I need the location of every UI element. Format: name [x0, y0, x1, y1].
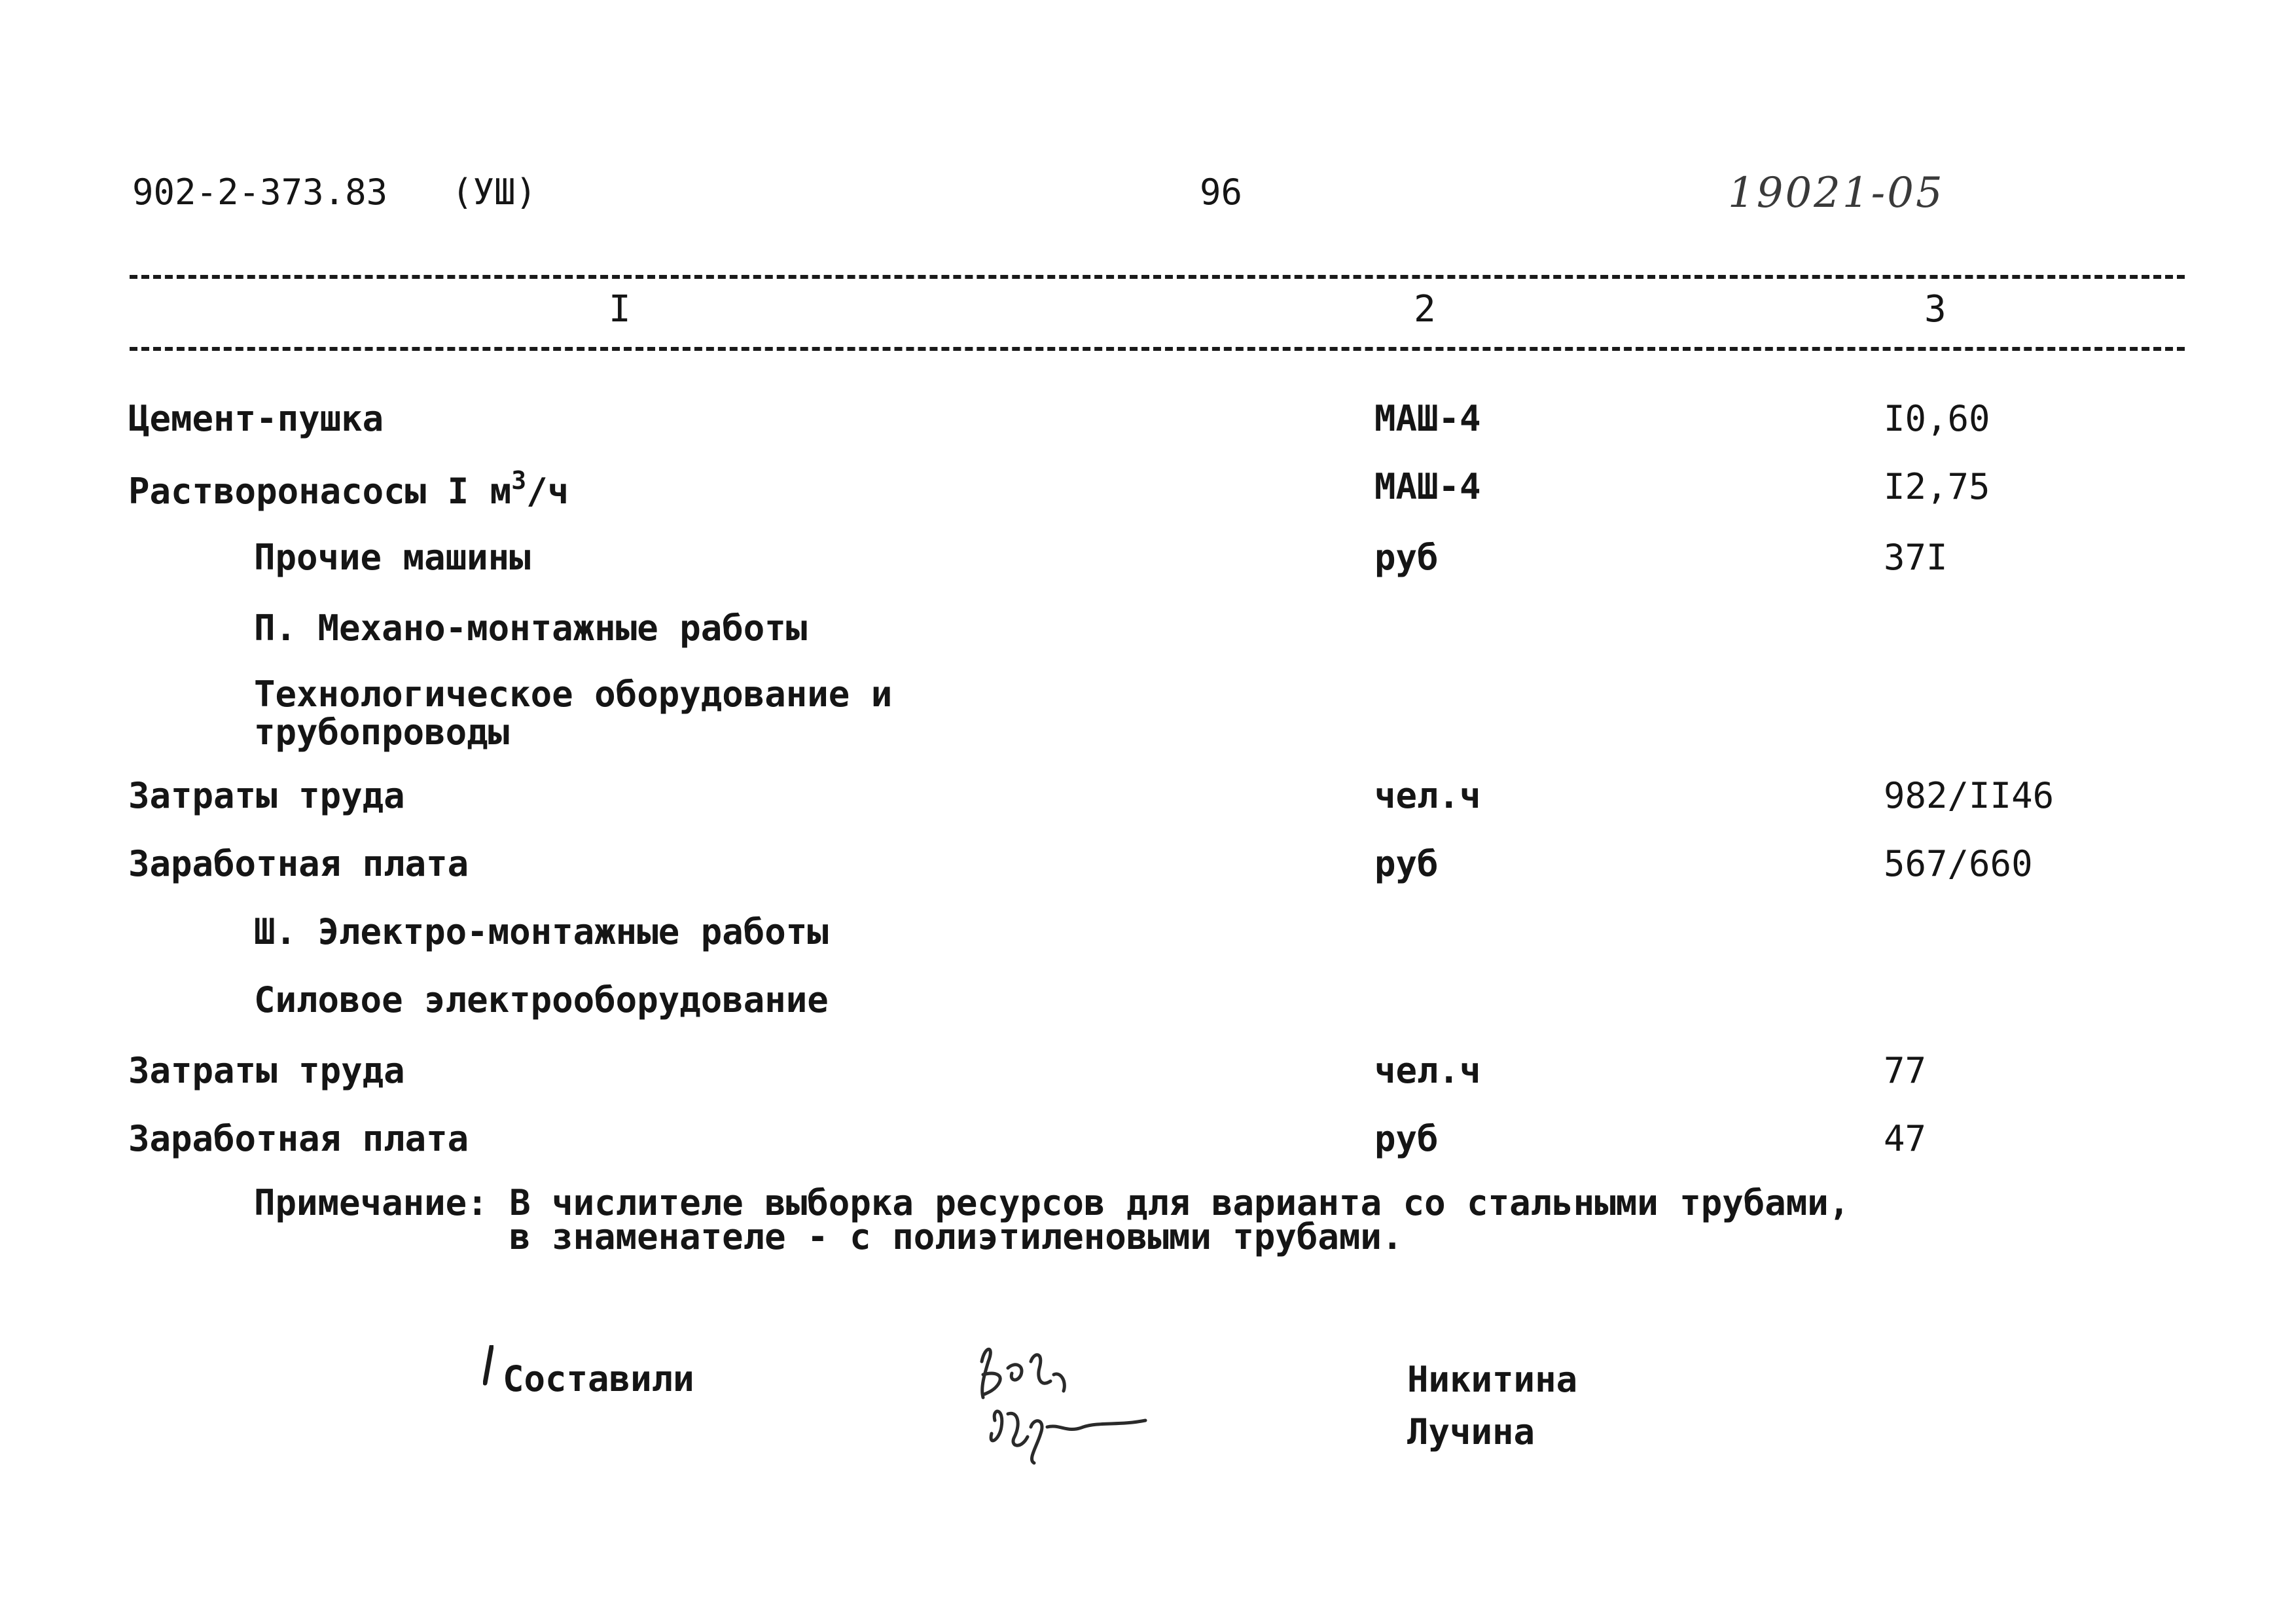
subsection-heading-row — [0, 676, 2296, 761]
row-value: 47 — [1884, 1118, 1927, 1159]
signatory-names — [1407, 1354, 1577, 1458]
row-name: Прочие машины — [254, 537, 531, 578]
table-row — [0, 466, 2296, 512]
section-heading-row — [0, 911, 2296, 957]
row-unit: чел.ч — [1374, 1050, 1481, 1091]
footnote — [254, 1182, 1850, 1257]
footnote-line1: В числителе выборка ресурсов для варианта со стальными трубами, — [509, 1182, 1850, 1223]
row-name: Заработная плата — [128, 843, 469, 884]
row-unit: руб — [1374, 843, 1439, 884]
row-name-superscript: 3 — [511, 466, 527, 495]
table-row — [0, 1050, 2296, 1096]
section-heading-row — [0, 607, 2296, 653]
pen-mark-icon — [483, 1345, 493, 1386]
section-heading: П. Механо-монтажные работы — [254, 607, 808, 649]
row-value: I0,60 — [1884, 398, 1990, 439]
row-value: I2,75 — [1884, 466, 1990, 507]
table-header-bottom-rule — [130, 347, 2185, 351]
table-row — [0, 1118, 2296, 1164]
page-number: 96 — [1200, 171, 1243, 213]
subsection-heading: Силовое электрооборудование — [254, 979, 829, 1020]
column-header-1: I — [609, 288, 631, 331]
row-value: 77 — [1884, 1050, 1927, 1091]
subsection-heading-row — [0, 979, 2296, 1025]
handwritten-inventory-number: 19021-05 — [1728, 169, 1945, 217]
row-unit: чел.ч — [1374, 775, 1481, 816]
row-name: Цемент-пушка — [128, 398, 384, 439]
subsection-heading-line2: трубопроводы — [254, 712, 510, 753]
table-row — [0, 843, 2296, 889]
row-name-suffix: /ч — [526, 471, 569, 512]
table-row — [0, 537, 2296, 583]
document-code: 902-2-373.83 — [132, 171, 388, 213]
table-top-rule — [130, 275, 2185, 279]
row-unit: руб — [1374, 537, 1439, 578]
signatory-name: Лучина — [1407, 1411, 1535, 1453]
row-value: 982/II46 — [1884, 775, 2054, 816]
row-value: 37I — [1884, 537, 1948, 578]
row-unit: МАШ-4 — [1374, 398, 1481, 439]
row-value: 567/660 — [1884, 843, 2033, 884]
row-name: Затраты труда — [128, 775, 405, 816]
subsection-heading — [254, 676, 892, 751]
compiled-by-label: Составили — [503, 1358, 694, 1399]
row-unit: МАШ-4 — [1374, 466, 1481, 507]
subsection-heading-line1: Технологическое оборудование и — [254, 674, 893, 715]
row-name: Заработная плата — [128, 1118, 469, 1159]
column-header-3: 3 — [1924, 288, 1946, 331]
section-heading: Ш. Электро-монтажные работы — [254, 911, 829, 952]
signatory-name: Никитина — [1407, 1359, 1578, 1400]
table-row — [0, 398, 2296, 444]
table-row — [0, 775, 2296, 821]
column-header-2: 2 — [1414, 288, 1436, 331]
footnote-label: Примечание: — [254, 1182, 488, 1223]
footnote-line2: в знаменателе - с полиэтиленовыми трубами. — [509, 1216, 1403, 1257]
volume-number: (УШ) — [452, 171, 537, 213]
row-name: Затраты труда — [128, 1050, 405, 1091]
row-name-prefix: Растворонасосы I м — [128, 471, 512, 512]
handwritten-signature — [969, 1335, 1165, 1473]
row-unit: руб — [1374, 1118, 1439, 1159]
row-name — [128, 466, 569, 512]
